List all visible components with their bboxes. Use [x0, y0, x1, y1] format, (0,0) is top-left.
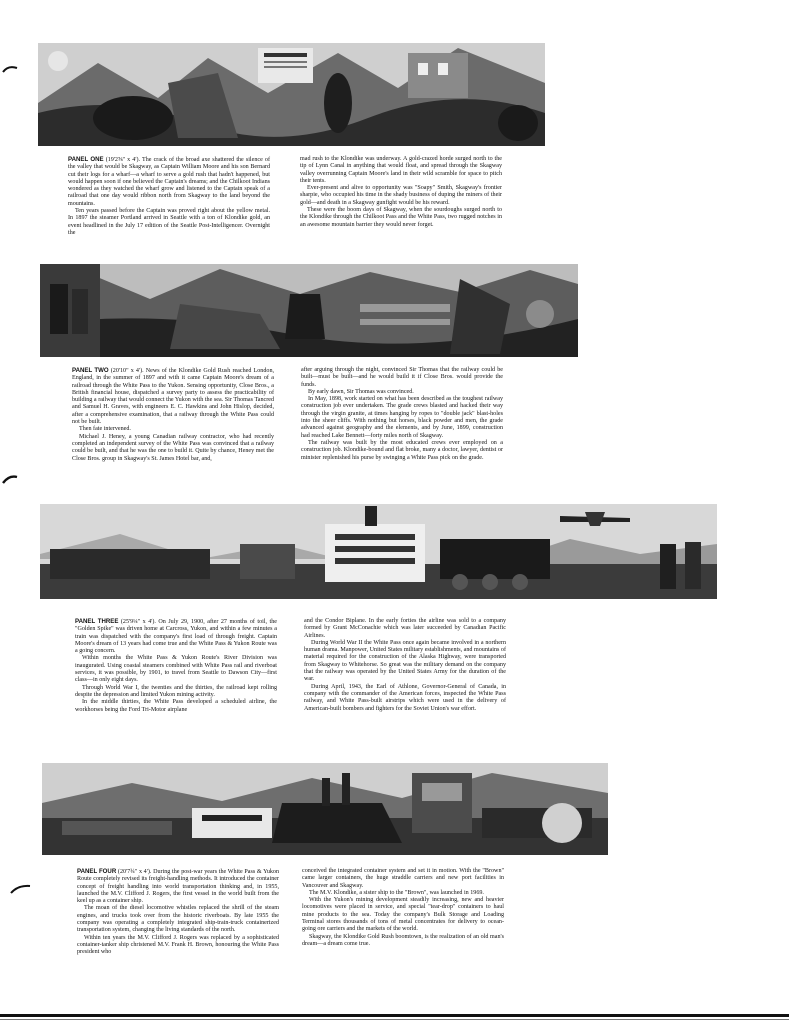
- panel-two-text-right: [301, 367, 503, 462]
- panel-two-para: Michael J. Heney, a young Canadian railway contractor, who had recently completed an independent survey of the White Pass was convinced that a railway could be built, and that he was the one to build it. Quite by chance, Heney met the Close Bros. group in Skagway's St. James Hotel bar, and,: [72, 433, 274, 462]
- panel-three-para: and the Condor Biplane. In the early forties the airline was sold to a company formed by Grant McConachie which was later succeeded by Canadian Pacific Airlines.: [304, 618, 506, 639]
- panel-three-para: Within months the White Pass & Yukon Route's River Division was inaugurated. Using coastal steamers combined with White Pass rail and riverboat services, it was possible, by 1901, to travel from Seattle to Dawson City—first class—in only eight days.: [75, 655, 277, 684]
- panel-two-mural: [40, 264, 578, 357]
- panel-four-para: Within ten years the M.V. Clifford J. Rogers was replaced by a sophisticated container-tanker ship christened M.V. Frank H. Brown, honouring the White Pass president who: [77, 934, 279, 956]
- margin-mark: [2, 474, 18, 484]
- panel-one-para: Ever-present and alive to opportunity was "Soapy" Smith, Skagway's frontier sharpie, who occupied his time in the shady business of duping the miners of their gold—and death in a Skagway gunfight would be his reward.: [300, 185, 502, 206]
- panel-three-para: Through World War I, the twenties and the thirties, the railroad kept rolling despite the depression and limited Yukon mining activity.: [75, 684, 277, 698]
- panel-one-size: (19'2⅝" x 4').: [105, 157, 140, 163]
- panel-one-text-left: [68, 156, 270, 237]
- panel-four-para: conceived the integrated container system and set it in motion. With the "Brown" came larger containers, the huge straddle carriers and new port facilities in Vancouver and Skagway.: [302, 868, 504, 889]
- panel-four-para: With the Yukon's mining development steadily increasing, new and heavier locomotives were placed in service, and special "tear-drop" containers to haul mine products to the sea. Today the company's Bulk Storage and Loading Terminal stores thousands of tons of metal concentrates for delivery to ocean-going ore carriers and the markets of the world.: [302, 897, 504, 933]
- panel-one-para: The crack of the broad axe shattered the silence of the valley that would be Skagway, as Captain William Moore and his son Bernard cut their logs for a wharf—a wharf to serve a gold rush that hadn't happened, but would happen soon if one believed the Captain's dreams; and the Chilkoot Indians wondered as they watched the wharf grow and listened to the Captain speak of a railroad that one day would ribbon north from Skagway to the land beyond the mountains.: [68, 157, 270, 207]
- panel-two-paragraph: [72, 367, 274, 426]
- panel-two-para: Then fate intervened.: [79, 426, 131, 433]
- panel-three-text-left: [75, 618, 277, 714]
- panel-three-paragraph: [75, 618, 277, 655]
- panel-three-text-right: [304, 618, 506, 713]
- panel-two-size: (20'10" x 4').: [110, 368, 144, 374]
- panel-four-para: The M.V. Klondike, a sister ship to the "Brown", was launched in 1969.: [309, 889, 484, 896]
- panel-three-mural: [40, 504, 717, 599]
- panel-two-para: By early dawn, Sir Thomas was convinced.: [308, 388, 414, 395]
- panel-one-paragraph: [68, 156, 270, 208]
- panel-four-para: The moan of the diesel locomotive whistles replaced the shrill of the steam engines, and trucks took over from the historic riverboats. By late 1955 the company was operating a completely integrated ship-train-truck containerized transportation system, changing the living standards of the north.: [77, 905, 279, 934]
- panel-one-text-right: [300, 156, 502, 229]
- panel-one-para: Ten years passed before the Captain was proved right about the yellow metal. In 1897 the steamer Portland arrived in Seattle with a ton of Klondike gold, an event headlined in the July 17 edition of the Seattle Post-Intelligencer. Overnight the: [68, 208, 270, 236]
- panel-two-para: after arguing through the night, convinced Sir Thomas that the railway could be built—must be built—and he would build it if Close Bros. would provide the funds.: [301, 367, 503, 388]
- panel-two-para: The railway was built by the most educated crews ever employed on a construction job. Klondike-bound and flat broke, many a doctor, lawyer, dentist or minister replenished his purse by swinging a White Pass pick on the grade.: [301, 439, 503, 461]
- panel-two-para: News of the Klondike Gold Rush reached London, England, in the summer of 1897 and with it came Captain Moore's dream of a railroad through the White Pass to the Yukon. Sensing opportunity, Close Bros., a British financial house, dispatched a survey party to assess the practicability of building a railway that would connect the Yukon with the sea. Sir Thomas Tancred and Samuel H. Graves, with engineers E. C. Hawkins and John Hislop, decided, after a comprehensive examination, that a railway through the White Pass could not be built.: [72, 368, 275, 426]
- panel-one-para: These were the boom days of Skagway, when the sourdoughs surged north to the Klondike through the Chilkoot Pass and the White Pass, two rugged notches in an awesome mountain barrier they would never forget.: [300, 207, 502, 228]
- panel-three-size: (25'9¼" x 4').: [120, 619, 156, 625]
- panel-four-text-left: [77, 868, 279, 957]
- panel-two-para: In May, 1898, work started on what has been described as the toughest railway construction job ever undertaken. The grade crews blasted and hacked their way through the virgin granite, at times hanging by ropes to "double jack" blast-holes into the sheer cliffs. With nothing but horses, black powder and men, the grade advanced against geography and the elements, and by June, 1899, construction had reached Lake Bennett—forty miles north of Skagway.: [301, 396, 503, 439]
- panel-three-para: In the middle thirties, the White Pass developed a scheduled airline, the workhorses being the Ford Tri-Motor airplane: [75, 699, 277, 713]
- panel-four-mural: [42, 763, 608, 855]
- panel-four-para: Skagway, the Klondike Gold Rush boomtown, is the realization of an old man's dream—a dream come true.: [302, 933, 504, 947]
- margin-mark: [2, 64, 18, 74]
- panel-four-size: (20'7¾" x 4').: [117, 869, 152, 875]
- panel-four-text-right: [302, 868, 504, 948]
- panel-one-para: mad rush to the Klondike was underway. A gold-crazed horde surged north to the tip of Lynn Canal in anything that would float, and spread through the Skagway valley overrunning Captain Moore's land in their wild scramble for space to pitch their tents.: [300, 156, 502, 184]
- panel-four-para: During the post-war years the White Pass & Yukon Route completely revised its freight-handling methods. It introduced the container concept of freight handling into world transportation thinking and, in 1955, launched the M.V. Clifford J. Rogers, the first vessel in the world built from the keel up as a container ship.: [77, 869, 280, 905]
- panel-one-mural: [38, 43, 545, 146]
- panel-three-title: PANEL THREE: [75, 618, 119, 625]
- panel-three-para: During April, 1943, the Earl of Athlone, Governor-General of Canada, in company with the commander of the American forces, inspected the White Pass railway, and White Pass-built airstrips which were used in the delivery of American-built bombers and fighters for the Soviet Union's war effort.: [304, 683, 506, 712]
- margin-mark: [10, 884, 26, 894]
- panel-one-title: PANEL ONE: [68, 156, 104, 163]
- page-bottom-rule: [0, 1014, 789, 1017]
- panel-four-paragraph: [77, 868, 279, 905]
- panel-two-title: PANEL TWO: [72, 367, 109, 374]
- page-bottom-rule: [0, 1019, 789, 1020]
- panel-two-text-left: [72, 367, 274, 463]
- panel-four-title: PANEL FOUR: [77, 868, 117, 875]
- panel-three-para: During World War II the White Pass once again became involved in a northern human drama. Manpower, United States military establishments, and mountains of material required for the construction of the Alaska Highway, were transported from Skagway to Whitehorse. So great was the military demand on the company that the railway was operated by the United States Army for the duration of the war.: [304, 639, 506, 683]
- panel-three-para: On July 29, 1900, after 27 months of toil, the "Golden Spike" was driven home at Carcross, Yukon, and within a few minutes a train was dispatched with the company's first load of through freight. Captain Moore's dream of 13 years had come true and the White Pass & Yukon Route was a going concern.: [75, 619, 277, 655]
